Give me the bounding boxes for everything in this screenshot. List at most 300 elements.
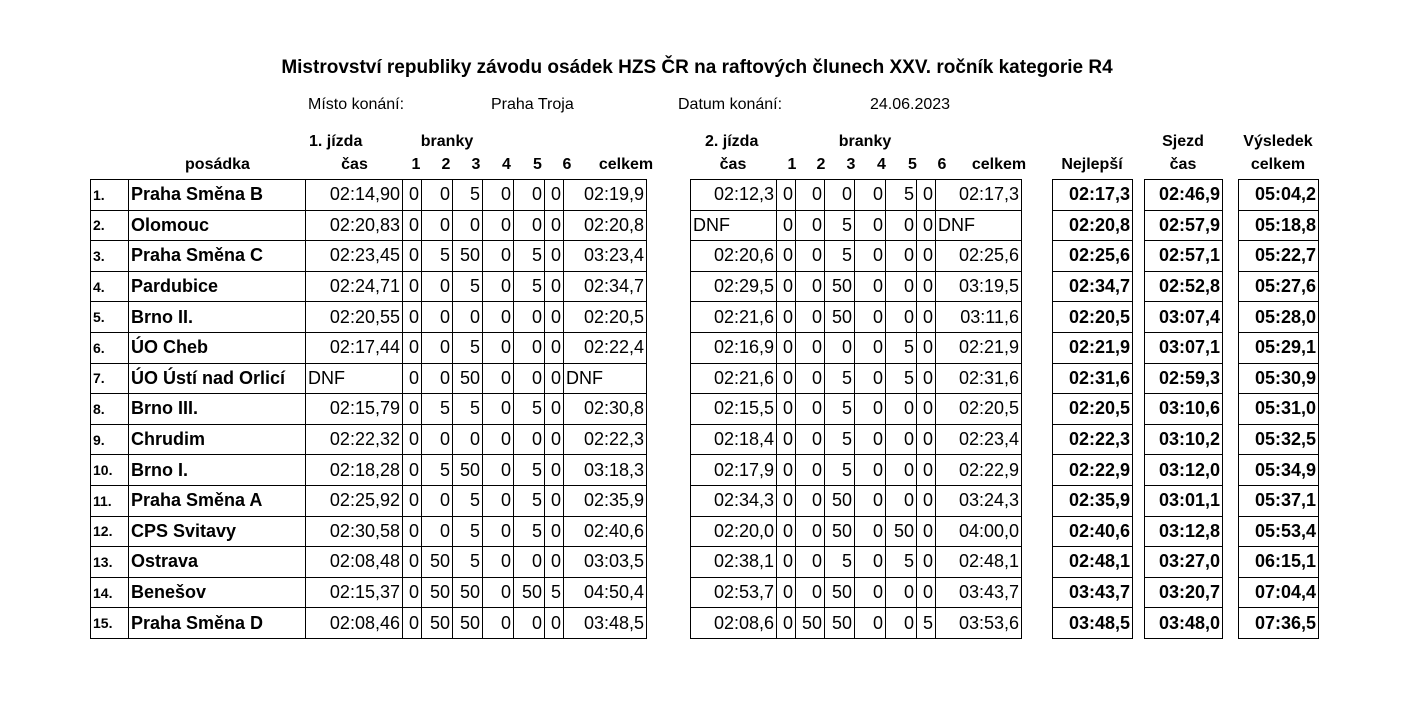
result-total-cell: 05:28,0 (1239, 302, 1319, 333)
header-run1-total: celkem (598, 156, 654, 173)
run2-gate-cell: 0 (886, 241, 917, 272)
table-row (691, 180, 1022, 211)
run1-gate-cell: 0 (453, 302, 483, 333)
run2-time-cell: 02:34,3 (691, 485, 777, 516)
run1-gate-cell: 0 (483, 241, 514, 272)
run1-time-cell: 02:20,83 (306, 210, 403, 241)
run1-gate-cell: 0 (483, 608, 514, 639)
header-run1-gate-5: 5 (533, 156, 542, 173)
run1-gate-cell: 0 (483, 424, 514, 455)
run2-gate-cell: 0 (917, 210, 936, 241)
run1-gate-cell: 5 (514, 241, 545, 272)
run1-gate-cell: 0 (403, 394, 422, 425)
run2-gate-cell: 0 (917, 485, 936, 516)
run1-time-cell: 02:08,48 (306, 547, 403, 578)
descent-time-cell: 03:48,0 (1145, 608, 1223, 639)
run1-gate-cell: 0 (403, 363, 422, 394)
table-row (91, 241, 647, 272)
header-descent-time: čas (1169, 156, 1197, 173)
rank-cell: 6. (91, 332, 129, 363)
team-name-cell: Chrudim (129, 424, 306, 455)
run2-gate-cell: 0 (855, 424, 886, 455)
run1-total-cell: 03:18,3 (564, 455, 647, 486)
table-row (91, 577, 647, 608)
descent-time-cell: 03:27,0 (1145, 547, 1223, 578)
run2-time-cell: 02:15,5 (691, 394, 777, 425)
run2-gate-cell: 50 (825, 271, 855, 302)
run1-gate-cell: 50 (453, 241, 483, 272)
run2-gate-cell: 0 (777, 363, 796, 394)
header-run1-time: čas (341, 156, 368, 173)
run2-gate-cell: 0 (796, 302, 825, 333)
run1-gate-cell: 0 (514, 302, 545, 333)
run1-gate-cell: 0 (403, 608, 422, 639)
run2-total-cell: 03:11,6 (936, 302, 1022, 333)
run1-gate-cell: 0 (483, 547, 514, 578)
run1-gate-cell: 5 (422, 394, 453, 425)
rank-cell: 1. (91, 180, 129, 211)
table-row (691, 516, 1022, 547)
run2-gate-cell: 50 (886, 516, 917, 547)
team-name-cell: ÚO Cheb (129, 332, 306, 363)
header-run1: 1. jízda (309, 133, 363, 150)
run1-time-cell: 02:30,58 (306, 516, 403, 547)
run1-time-cell: 02:15,37 (306, 577, 403, 608)
date-label: Datum konání: (678, 96, 783, 113)
table-row (1145, 180, 1223, 211)
run1-total-cell: 02:35,9 (564, 485, 647, 516)
run1-gate-cell: 0 (422, 363, 453, 394)
run2-time-cell: 02:38,1 (691, 547, 777, 578)
table-row (1239, 302, 1319, 333)
run1-gate-cell: 0 (545, 608, 564, 639)
run2-gate-cell: 0 (777, 455, 796, 486)
run2-gate-cell: 0 (855, 180, 886, 211)
table-row (691, 210, 1022, 241)
run1-gate-cell: 5 (453, 271, 483, 302)
team-name-cell: Praha Směna B (129, 180, 306, 211)
run2-gate-cell: 0 (886, 210, 917, 241)
header-run1-gates: branky (420, 133, 474, 150)
run2-total-cell: 03:43,7 (936, 577, 1022, 608)
run1-gate-cell: 0 (545, 547, 564, 578)
run1-gate-cell: 50 (453, 363, 483, 394)
best-time-cell: 02:31,6 (1053, 363, 1133, 394)
header-run2-gate-5: 5 (908, 156, 917, 173)
run1-gate-cell: 0 (545, 180, 564, 211)
table-row (1145, 424, 1223, 455)
header-crew: posádka (185, 156, 250, 173)
run1-gate-cell: 50 (422, 547, 453, 578)
table-row (691, 608, 1022, 639)
run1-time-cell: 02:25,92 (306, 485, 403, 516)
run2-gate-cell: 0 (796, 394, 825, 425)
run2-gate-cell: 0 (855, 608, 886, 639)
run2-gate-cell: 0 (855, 577, 886, 608)
run1-gate-cell: 5 (453, 485, 483, 516)
run1-gate-cell: 0 (545, 241, 564, 272)
run1-gate-cell: 50 (514, 577, 545, 608)
rank-cell: 12. (91, 516, 129, 547)
place-value: Praha Troja (491, 96, 574, 113)
run2-gate-cell: 0 (917, 363, 936, 394)
run2-total-cell: 03:53,6 (936, 608, 1022, 639)
header-run2-gate-4: 4 (877, 156, 886, 173)
header-run2-time: čas (719, 156, 747, 173)
table-row (1145, 608, 1223, 639)
run2-time-cell: 02:08,6 (691, 608, 777, 639)
run1-gate-cell: 0 (545, 332, 564, 363)
run2-gate-cell: 0 (796, 547, 825, 578)
run1-gate-cell: 0 (483, 516, 514, 547)
run1-gate-cell: 0 (545, 302, 564, 333)
table-row (1053, 180, 1133, 211)
table-row (691, 547, 1022, 578)
best-time-cell: 02:48,1 (1053, 547, 1133, 578)
run2-gate-cell: 5 (825, 547, 855, 578)
rank-cell: 3. (91, 241, 129, 272)
table-row (91, 424, 647, 455)
header-run1-gate-4: 4 (502, 156, 511, 173)
table-row (1145, 241, 1223, 272)
table-row (1239, 363, 1319, 394)
run2-gate-cell: 0 (917, 332, 936, 363)
descent-time-cell: 03:07,4 (1145, 302, 1223, 333)
run2-gate-cell: 0 (917, 577, 936, 608)
result-total-cell: 05:29,1 (1239, 332, 1319, 363)
run2-gate-cell: 0 (855, 363, 886, 394)
run1-total-cell: 03:03,5 (564, 547, 647, 578)
run1-gate-cell: 50 (453, 577, 483, 608)
team-name-cell: Praha Směna C (129, 241, 306, 272)
result-total-cell: 05:31,0 (1239, 394, 1319, 425)
run2-gate-cell: 0 (796, 424, 825, 455)
run1-gate-cell: 0 (514, 363, 545, 394)
best-table (1052, 179, 1133, 639)
run2-gate-cell: 0 (777, 577, 796, 608)
run2-gate-cell: 5 (886, 547, 917, 578)
rank-cell: 8. (91, 394, 129, 425)
table-row (691, 363, 1022, 394)
run1-gate-cell: 0 (403, 332, 422, 363)
run2-gate-cell: 50 (825, 577, 855, 608)
run2-gate-cell: 0 (855, 547, 886, 578)
rank-cell: 14. (91, 577, 129, 608)
run1-gate-cell: 5 (514, 394, 545, 425)
run2-gate-cell: 50 (825, 302, 855, 333)
run1-gate-cell: 50 (422, 577, 453, 608)
run1-total-cell: 03:48,5 (564, 608, 647, 639)
run1-time-cell: 02:14,90 (306, 180, 403, 211)
run1-total-cell: 02:40,6 (564, 516, 647, 547)
run2-gate-cell: 0 (917, 547, 936, 578)
header-run2-gate-1: 1 (787, 156, 797, 173)
result-total-cell: 05:34,9 (1239, 455, 1319, 486)
run2-time-cell: 02:20,6 (691, 241, 777, 272)
run2-gate-cell: 5 (886, 180, 917, 211)
table-row (91, 455, 647, 486)
table-row (1239, 547, 1319, 578)
run1-gate-cell: 0 (403, 547, 422, 578)
run2-gate-cell: 5 (825, 210, 855, 241)
run2-gate-cell: 0 (855, 241, 886, 272)
run2-gate-cell: 0 (796, 271, 825, 302)
table-row (691, 485, 1022, 516)
run2-time-cell: 02:20,0 (691, 516, 777, 547)
run2-gate-cell: 0 (796, 332, 825, 363)
run1-total-cell: 02:34,7 (564, 271, 647, 302)
run2-gate-cell: 0 (796, 455, 825, 486)
descent-time-cell: 03:10,2 (1145, 424, 1223, 455)
header-result-total: celkem (1250, 156, 1306, 173)
table-row (1145, 302, 1223, 333)
run1-gate-cell: 0 (483, 180, 514, 211)
table-row (91, 302, 647, 333)
run2-gate-cell: 0 (917, 516, 936, 547)
table-row (1145, 455, 1223, 486)
run2-gate-cell: 50 (825, 485, 855, 516)
table-row (1145, 577, 1223, 608)
descent-time-cell: 03:01,1 (1145, 485, 1223, 516)
table-row (1053, 577, 1133, 608)
result-total-cell: 05:22,7 (1239, 241, 1319, 272)
run2-gate-cell: 0 (796, 516, 825, 547)
run2-total-cell: 04:00,0 (936, 516, 1022, 547)
run1-gate-cell: 50 (453, 608, 483, 639)
page-title: Mistrovství republiky závodu osádek HZS ČR na raftových člunech XXV. ročník kategorie R4 (281, 57, 1113, 78)
rank-cell: 15. (91, 608, 129, 639)
table-row (1239, 180, 1319, 211)
table-row (1053, 302, 1133, 333)
run2-time-cell: 02:12,3 (691, 180, 777, 211)
rank-cell: 9. (91, 424, 129, 455)
header-run1-gate-6: 6 (562, 156, 572, 173)
date-value: 24.06.2023 (870, 96, 951, 113)
run2-gate-cell: 0 (886, 394, 917, 425)
run2-gate-cell: 5 (825, 424, 855, 455)
run2-gate-cell: 50 (825, 608, 855, 639)
run2-gate-cell: 0 (855, 332, 886, 363)
best-time-cell: 02:35,9 (1053, 485, 1133, 516)
table-row (1239, 424, 1319, 455)
run2-total-cell: 02:31,6 (936, 363, 1022, 394)
best-time-cell: 02:17,3 (1053, 180, 1133, 211)
header-descent: Sjezd (1162, 133, 1204, 150)
run2-gate-cell: 0 (777, 241, 796, 272)
run1-gate-cell: 0 (422, 332, 453, 363)
table-row (1145, 363, 1223, 394)
best-time-cell: 03:48,5 (1053, 608, 1133, 639)
result-total-cell: 07:36,5 (1239, 608, 1319, 639)
table-row (1239, 577, 1319, 608)
run2-gate-cell: 0 (777, 424, 796, 455)
run1-gate-cell: 50 (453, 455, 483, 486)
run2-gate-cell: 0 (917, 394, 936, 425)
run1-gate-cell: 5 (453, 516, 483, 547)
header-run1-gate-2: 2 (441, 156, 451, 173)
descent-time-cell: 03:10,6 (1145, 394, 1223, 425)
run1-gate-cell: 0 (514, 210, 545, 241)
team-name-cell: CPS Svitavy (129, 516, 306, 547)
rank-cell: 2. (91, 210, 129, 241)
run1-gate-cell: 0 (545, 455, 564, 486)
run1-gate-cell: 0 (483, 271, 514, 302)
run2-gate-cell: 0 (886, 485, 917, 516)
rank-cell: 13. (91, 547, 129, 578)
table-row (91, 485, 647, 516)
rank-cell: 10. (91, 455, 129, 486)
run1-total-cell: 02:20,8 (564, 210, 647, 241)
run2-gate-cell: 0 (796, 363, 825, 394)
run2-gate-cell: 5 (825, 455, 855, 486)
table-row (1239, 241, 1319, 272)
table-row (691, 424, 1022, 455)
table-row (1053, 394, 1133, 425)
run1-gate-cell: 0 (403, 302, 422, 333)
table-row (91, 608, 647, 639)
table-row (1239, 210, 1319, 241)
table-row (1053, 332, 1133, 363)
run1-gate-cell: 5 (453, 332, 483, 363)
table-row (1239, 485, 1319, 516)
run1-gate-cell: 0 (514, 424, 545, 455)
run2-gate-cell: 5 (886, 363, 917, 394)
table-row (1053, 516, 1133, 547)
run1-total-cell: 02:19,9 (564, 180, 647, 211)
descent-time-cell: 02:57,1 (1145, 241, 1223, 272)
run2-gate-cell: 0 (886, 424, 917, 455)
run2-gate-cell: 0 (917, 302, 936, 333)
best-time-cell: 03:43,7 (1053, 577, 1133, 608)
run2-gate-cell: 0 (777, 210, 796, 241)
table-row (91, 210, 647, 241)
result-total-cell: 05:27,6 (1239, 271, 1319, 302)
header-result: Výsledek (1243, 133, 1313, 150)
descent-time-cell: 02:59,3 (1145, 363, 1223, 394)
run2-time-cell: 02:17,9 (691, 455, 777, 486)
run2-time-cell: 02:21,6 (691, 363, 777, 394)
run1-gate-cell: 0 (403, 577, 422, 608)
run2-gate-cell: 0 (855, 455, 886, 486)
table-row (1053, 363, 1133, 394)
best-time-cell: 02:22,9 (1053, 455, 1133, 486)
run1-time-cell: 02:22,32 (306, 424, 403, 455)
run1-time-cell: DNF (306, 363, 403, 394)
descent-time-cell: 03:12,0 (1145, 455, 1223, 486)
table-row (1053, 241, 1133, 272)
run2-gate-cell: 5 (825, 241, 855, 272)
run2-gate-cell: 0 (796, 180, 825, 211)
team-name-cell: Brno I. (129, 455, 306, 486)
run1-gate-cell: 0 (422, 485, 453, 516)
run1-time-cell: 02:18,28 (306, 455, 403, 486)
descent-time-cell: 03:12,8 (1145, 516, 1223, 547)
run2-gate-cell: 0 (825, 332, 855, 363)
run1-gate-cell: 0 (403, 180, 422, 211)
table-row (691, 271, 1022, 302)
run1-gate-cell: 0 (545, 394, 564, 425)
result-total-cell: 05:04,2 (1239, 180, 1319, 211)
table-row (1239, 455, 1319, 486)
run2-gate-cell: 0 (777, 332, 796, 363)
run1-gate-cell: 0 (422, 271, 453, 302)
header-run2-gate-2: 2 (816, 156, 826, 173)
run1-gate-cell: 0 (403, 424, 422, 455)
table-row (1053, 485, 1133, 516)
run1-gate-cell: 0 (403, 271, 422, 302)
run2-gate-cell: 0 (796, 241, 825, 272)
team-name-cell: Brno II. (129, 302, 306, 333)
run2-total-cell: 02:25,6 (936, 241, 1022, 272)
best-time-cell: 02:22,3 (1053, 424, 1133, 455)
run1-time-cell: 02:24,71 (306, 271, 403, 302)
run1-gate-cell: 0 (453, 210, 483, 241)
run2-total-cell: 02:22,9 (936, 455, 1022, 486)
run1-gate-cell: 0 (545, 363, 564, 394)
run2-time-cell: 02:21,6 (691, 302, 777, 333)
run1-gate-cell: 0 (514, 180, 545, 211)
run1-gate-cell: 0 (514, 547, 545, 578)
run1-total-cell: 02:20,5 (564, 302, 647, 333)
team-name-cell: Benešov (129, 577, 306, 608)
result-total-cell: 07:04,4 (1239, 577, 1319, 608)
place-label: Místo konání: (308, 96, 405, 113)
table-row (1145, 485, 1223, 516)
run1-gate-cell: 5 (422, 241, 453, 272)
table-row (1239, 516, 1319, 547)
run2-gate-cell: 0 (917, 180, 936, 211)
run1-gate-cell: 5 (453, 180, 483, 211)
header-run2-gate-3: 3 (846, 156, 856, 173)
result-total-cell: 05:18,8 (1239, 210, 1319, 241)
header-run2-gates: branky (838, 133, 892, 150)
run2-gate-cell: 0 (917, 455, 936, 486)
run1-gate-cell: 0 (403, 516, 422, 547)
run2-gate-cell: 0 (855, 394, 886, 425)
table-row (91, 332, 647, 363)
run2-gate-cell: 0 (855, 302, 886, 333)
run1-gate-cell: 50 (422, 608, 453, 639)
run1-gate-cell: 0 (483, 210, 514, 241)
run1-gate-cell: 0 (483, 577, 514, 608)
table-row (691, 241, 1022, 272)
table-row (1145, 516, 1223, 547)
run1-time-cell: 02:20,55 (306, 302, 403, 333)
result-total-cell: 05:30,9 (1239, 363, 1319, 394)
table-row (691, 455, 1022, 486)
run2-gate-cell: 0 (855, 271, 886, 302)
header-run2-total: celkem (971, 156, 1027, 173)
header-best: Nejlepší (1061, 156, 1123, 173)
run2-time-cell: DNF (691, 210, 777, 241)
run1-time-cell: 02:23,45 (306, 241, 403, 272)
run2-gate-cell: 5 (825, 394, 855, 425)
run1-total-cell: 02:30,8 (564, 394, 647, 425)
run1-gate-cell: 5 (514, 516, 545, 547)
run1-gate-cell: 0 (422, 424, 453, 455)
table-row (691, 332, 1022, 363)
team-name-cell: Praha Směna D (129, 608, 306, 639)
descent-time-cell: 02:57,9 (1145, 210, 1223, 241)
header-run2-gate-6: 6 (937, 156, 947, 173)
run2-table (690, 179, 1022, 639)
run2-total-cell: 02:21,9 (936, 332, 1022, 363)
team-name-cell: ÚO Ústí nad Orlicí (129, 363, 306, 394)
table-row (1145, 271, 1223, 302)
result-total-cell: 06:15,1 (1239, 547, 1319, 578)
result-total-cell: 05:53,4 (1239, 516, 1319, 547)
run1-gate-cell: 0 (422, 516, 453, 547)
